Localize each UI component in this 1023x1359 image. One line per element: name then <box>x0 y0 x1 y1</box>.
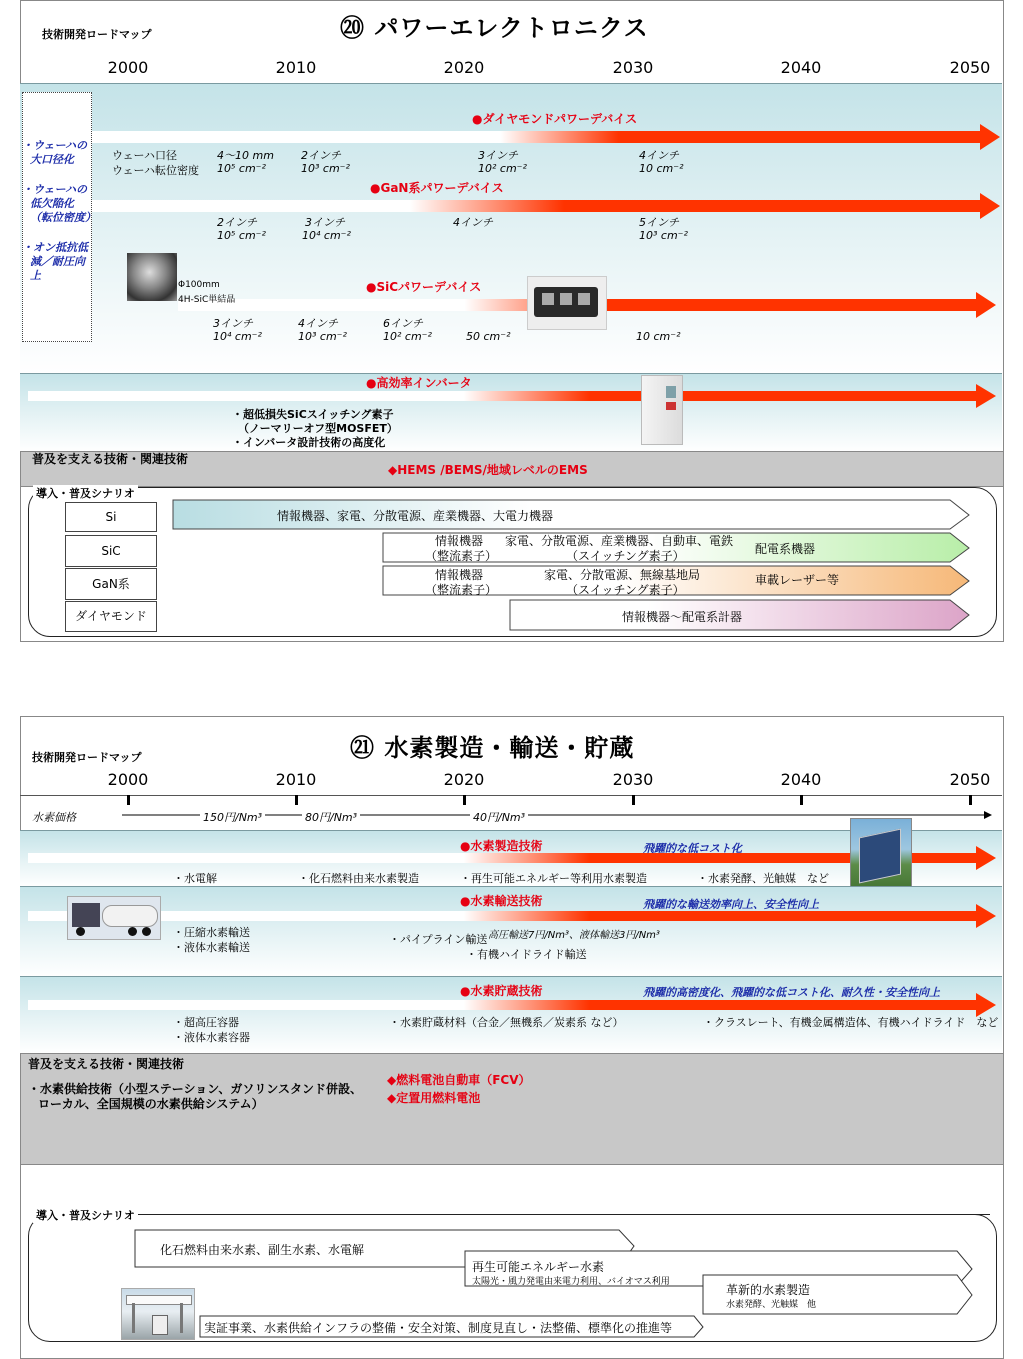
gan-label: ●GaN系パワーデバイス <box>370 181 504 195</box>
left-note: 大口径化 <box>30 153 74 166</box>
year-label: 2040 <box>780 58 822 77</box>
storage-item: ・超高圧容器 <box>173 1016 239 1029</box>
inverter-label: ●高効率インバータ <box>366 376 472 390</box>
diamond-scenario-text: 情報機器〜配電系計器 <box>622 610 743 624</box>
scenario-row-name: GaN系 <box>65 568 157 600</box>
year-label: 2010 <box>275 58 317 77</box>
sic-spec: 10² cm⁻² <box>383 330 432 343</box>
storage-item: ・液体水素容器 <box>173 1031 250 1044</box>
diamond-spec: 2インチ <box>301 149 341 162</box>
left-note: 上 <box>30 269 41 282</box>
panel-title: ⑳ パワーエレクトロニクス <box>340 14 649 42</box>
transport-item: ・パイプライン輸送 <box>389 933 488 946</box>
year-tick <box>800 795 803 805</box>
production-goal: 飛躍的な低コスト化 <box>643 842 742 855</box>
gan-spec: 10⁵ cm⁻² <box>217 229 266 242</box>
sic-spec: 50 cm⁻² <box>466 330 511 343</box>
transport-item: ・有機ハイドライド輸送 <box>466 948 587 961</box>
year-label: 2010 <box>275 770 317 789</box>
year-label: 2030 <box>612 770 654 789</box>
year-label: 2050 <box>949 58 991 77</box>
support-item: ◆燃料電池自動車（FCV） <box>387 1073 531 1087</box>
production-item: ・再生可能エネルギー等利用水素製造 <box>460 872 647 885</box>
inverter-line: （ノーマリーオフ型MOSFET） <box>238 422 398 435</box>
diamond-spec: 10 cm⁻² <box>639 162 684 175</box>
sic-spec: 6インチ <box>383 317 423 330</box>
solar-panel-photo <box>850 818 912 896</box>
support-item: ◆HEMS /BEMS/地域レベルのEMS <box>388 463 588 477</box>
support-label: 普及を支える技術・関連技術 <box>32 452 189 466</box>
transport-item: ・液体水素輸送 <box>173 941 250 954</box>
year-tick <box>127 795 130 805</box>
production-label: ●水素製造技術 <box>460 839 543 853</box>
gan-spec: 2インチ <box>217 216 257 229</box>
price-value: 150円/Nm³ <box>200 809 265 825</box>
inverter-photo <box>641 375 683 445</box>
scenario-a4: 実証事業、水素供給インフラの整備・安全対策、制度見直し・法整備、標準化の推進等 <box>204 1321 673 1335</box>
diamond-spec: 4インチ <box>639 149 679 162</box>
gan-scenario-text: 情報機器 <box>435 568 484 582</box>
sic-spec: 3インチ <box>213 317 253 330</box>
year-label: 2000 <box>107 58 149 77</box>
support-left-text: ・水素供給技術（小型ステーション、ガソリンスタンド併設、 <box>28 1082 362 1096</box>
gan-spec: 10³ cm⁻² <box>639 229 688 242</box>
gan-scenario-text: （整流素子） <box>425 583 498 597</box>
scenario-a2-sub: 太陽光・風力発電由来電力利用、バイオマス利用 <box>472 1277 670 1287</box>
sic-module-photo <box>527 276 607 330</box>
sic-wafer-spec: Φ100mm <box>178 280 220 290</box>
panel-title: ㉑ 水素製造・輸送・貯蔵 <box>350 734 635 762</box>
production-item: ・水素発酵、光触媒 など <box>697 872 829 885</box>
gan-spec: 5インチ <box>639 216 679 229</box>
inverter-line: ・インバータ設計技術の高度化 <box>232 436 386 449</box>
left-note: ・オン抵抗低 <box>22 241 88 254</box>
hydrogen-station-photo <box>121 1288 195 1340</box>
scenario-row-name: SiC <box>65 535 157 567</box>
sic-scenario-text: （整流素子） <box>425 549 498 563</box>
scenario-row-name: ダイヤモンド <box>65 601 157 632</box>
storage-item: ・クラスレート、有機金属構造体、有機ハイドライド など <box>703 1016 999 1029</box>
sic-wafer-photo <box>127 253 177 301</box>
gan-spec: 4インチ <box>453 216 493 229</box>
sic-scenario-text: 配電系機器 <box>755 542 816 556</box>
gan-spec: 3インチ <box>305 216 345 229</box>
diamond-spec: 3インチ <box>478 149 518 162</box>
price-value: 40円/Nm³ <box>470 809 528 825</box>
sic-label: ●SiCパワーデバイス <box>366 280 482 294</box>
sic-spec: 10 cm⁻² <box>636 330 681 343</box>
diamond-spec: 4〜10 mm <box>217 149 274 162</box>
year-tick <box>969 795 972 805</box>
timeline-top-line <box>20 795 1002 796</box>
left-note: ・ウェーハの <box>22 139 88 152</box>
storage-label: ●水素貯蔵技術 <box>460 984 543 998</box>
scenario-label: 導入・普及シナリオ <box>33 485 138 501</box>
sic-scenario-text: 家電、分散電源、産業機器、自動車、電鉄 <box>505 534 734 548</box>
year-label: 2020 <box>443 770 485 789</box>
year-label: 2000 <box>107 770 149 789</box>
left-note: ・ウェーハの <box>22 183 88 196</box>
diamond-row-head: ウェーハ転位密度 <box>112 164 200 177</box>
scenario-row-name: Si <box>65 502 157 532</box>
sic-scenario-text: 情報機器 <box>435 534 484 548</box>
sic-spec: 4インチ <box>298 317 338 330</box>
inverter-line: ・超低損失SiCスイッチング素子 <box>232 408 394 421</box>
diamond-row-head: ウェーハ口径 <box>112 149 178 162</box>
transport-note: 高圧輸送7円/Nm³、液体輸送3円/Nm³ <box>488 930 660 941</box>
support-item: ◆定置用燃料電池 <box>387 1091 481 1105</box>
left-note: 低欠陥化 <box>30 197 74 210</box>
left-note: （転位密度） <box>30 211 96 224</box>
transport-goal: 飛躍的な輸送効率向上、安全性向上 <box>643 898 819 911</box>
transport-label: ●水素輸送技術 <box>460 894 543 908</box>
production-item: ・水電解 <box>173 872 217 885</box>
gan-spec: 10⁴ cm⁻² <box>302 229 351 242</box>
year-label: 2030 <box>612 58 654 77</box>
diamond-spec: 10⁵ cm⁻² <box>217 162 266 175</box>
transport-item: ・圧縮水素輸送 <box>173 926 250 939</box>
year-label: 2040 <box>780 770 822 789</box>
scenario-a2: 再生可能エネルギー水素 <box>472 1260 605 1274</box>
year-tick <box>295 795 298 805</box>
scenario-header-line <box>150 1214 990 1215</box>
scenario-a3: 革新的水素製造 <box>726 1283 811 1297</box>
year-tick <box>463 795 466 805</box>
support-left-text: ローカル、全国規模の水素供給システム） <box>38 1097 264 1111</box>
year-tick <box>632 795 635 805</box>
year-label: 2050 <box>949 770 991 789</box>
sic-spec: 10³ cm⁻² <box>298 330 347 343</box>
diamond-label: ●ダイヤモンドパワーデバイス <box>472 112 638 126</box>
sic-spec: 10⁴ cm⁻² <box>213 330 262 343</box>
sic-wafer-spec: 4H-SiC単結晶 <box>178 295 236 305</box>
scenario-a3-sub: 水素発酵、光触媒 他 <box>726 1300 817 1310</box>
price-value: 80円/Nm³ <box>302 809 360 825</box>
price-label: 水素価格 <box>32 811 76 824</box>
year-label: 2020 <box>443 58 485 77</box>
gan-scenario-text: （スイッチング素子） <box>566 583 685 597</box>
gan-scenario-text: 車載レーザー等 <box>755 573 840 587</box>
roadmap-subtitle: 技術開発ロードマップ <box>42 28 152 41</box>
gan-scenario-text: 家電、分散電源、無線基地局 <box>544 568 701 582</box>
production-item: ・化石燃料由来水素製造 <box>298 872 419 885</box>
inverter-arrow <box>28 384 996 408</box>
support-label: 普及を支える技術・関連技術 <box>28 1057 185 1071</box>
tanker-truck-photo <box>67 896 161 940</box>
scenario-a1: 化石燃料由来水素、副生水素、水電解 <box>160 1243 365 1257</box>
left-note: 減／耐圧向 <box>30 255 85 268</box>
diamond-spec: 10³ cm⁻² <box>301 162 350 175</box>
storage-item: ・水素貯蔵材料（合金／無機系／炭素系 など） <box>389 1016 624 1029</box>
si-text: 情報機器、家電、分散電源、産業機器、大電力機器 <box>277 509 554 523</box>
storage-goal: 飛躍的高密度化、飛躍的な低コスト化、耐久性・安全性向上 <box>643 986 940 999</box>
diamond-spec: 10² cm⁻² <box>478 162 527 175</box>
scenario-label: 導入・普及シナリオ <box>33 1207 138 1223</box>
sic-scenario-text: （スイッチング素子） <box>566 549 685 563</box>
roadmap-subtitle: 技術開発ロードマップ <box>32 751 142 764</box>
